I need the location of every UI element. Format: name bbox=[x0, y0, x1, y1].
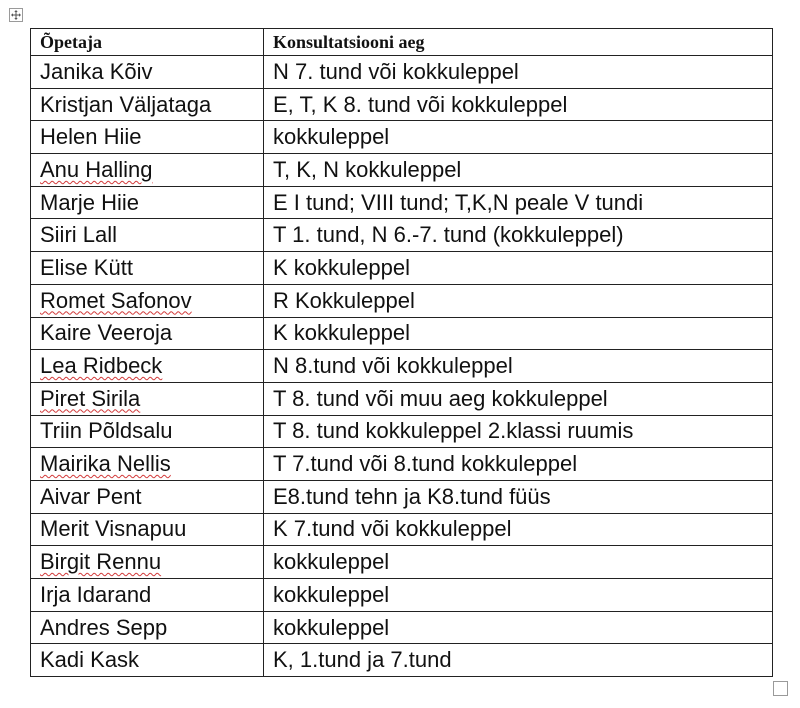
spellcheck-word: Romet Safonov bbox=[40, 287, 192, 313]
teacher-cell[interactable]: Elise Kütt bbox=[31, 252, 264, 285]
teacher-cell[interactable]: Kaire Veeroja bbox=[31, 317, 264, 350]
table-row bbox=[31, 480, 773, 513]
table-row bbox=[31, 56, 773, 89]
teacher-cell[interactable]: Aivar Pent bbox=[31, 480, 264, 513]
teacher-cell[interactable]: Siiri Lall bbox=[31, 219, 264, 252]
time-cell[interactable]: E8.tund tehn ja K8.tund füüs bbox=[264, 480, 773, 513]
table-row bbox=[31, 546, 773, 579]
time-cell[interactable]: kokkuleppel bbox=[264, 546, 773, 579]
table-row bbox=[31, 579, 773, 612]
spellcheck-word: Anu Halling bbox=[40, 156, 153, 182]
teacher-cell[interactable]: Helen Hiie bbox=[31, 121, 264, 154]
header-consultation-time: Konsultatsiooni aeg bbox=[264, 29, 773, 56]
header-teacher: Õpetaja bbox=[31, 29, 264, 56]
time-cell[interactable]: T 1. tund, N 6.-7. tund (kokkuleppel) bbox=[264, 219, 773, 252]
table-row bbox=[31, 382, 773, 415]
time-cell[interactable]: N 7. tund või kokkuleppel bbox=[264, 56, 773, 89]
time-cell[interactable]: K kokkuleppel bbox=[264, 317, 773, 350]
time-cell[interactable]: K kokkuleppel bbox=[264, 252, 773, 285]
table-row bbox=[31, 350, 773, 383]
spellcheck-word: Mairika Nellis bbox=[40, 451, 171, 477]
table-row bbox=[31, 121, 773, 154]
table-row bbox=[31, 448, 773, 481]
teacher-cell[interactable]: Triin Põldsalu bbox=[31, 415, 264, 448]
time-cell[interactable]: K, 1.tund ja 7.tund bbox=[264, 644, 773, 677]
table-row bbox=[31, 154, 773, 187]
time-cell[interactable]: T 8. tund kokkuleppel 2.klassi ruumis bbox=[264, 415, 773, 448]
teacher-cell[interactable] bbox=[31, 154, 264, 187]
table-row bbox=[31, 415, 773, 448]
table-move-handle-icon[interactable] bbox=[9, 8, 23, 22]
table-row bbox=[31, 219, 773, 252]
square-resize-icon[interactable] bbox=[773, 681, 788, 696]
consultation-table bbox=[30, 28, 773, 677]
time-cell[interactable]: N 8.tund või kokkuleppel bbox=[264, 350, 773, 383]
spellcheck-word: Piret Sirila bbox=[40, 385, 141, 411]
teacher-cell[interactable]: Irja Idarand bbox=[31, 579, 264, 612]
four-arrows-move-icon bbox=[11, 10, 21, 20]
teacher-cell[interactable] bbox=[31, 382, 264, 415]
time-cell[interactable]: T 8. tund või muu aeg kokkuleppel bbox=[264, 382, 773, 415]
table-row bbox=[31, 644, 773, 677]
time-cell[interactable]: kokkuleppel bbox=[264, 611, 773, 644]
table-row bbox=[31, 611, 773, 644]
table-row bbox=[31, 513, 773, 546]
teacher-cell[interactable] bbox=[31, 448, 264, 481]
time-cell[interactable]: T 7.tund või 8.tund kokkuleppel bbox=[264, 448, 773, 481]
table-header-row bbox=[31, 29, 773, 56]
teacher-cell[interactable]: Andres Sepp bbox=[31, 611, 264, 644]
table-row bbox=[31, 186, 773, 219]
teacher-cell[interactable]: Merit Visnapuu bbox=[31, 513, 264, 546]
teacher-cell[interactable] bbox=[31, 284, 264, 317]
time-cell[interactable]: kokkuleppel bbox=[264, 121, 773, 154]
time-cell[interactable]: E, T, K 8. tund või kokkuleppel bbox=[264, 88, 773, 121]
teacher-cell[interactable]: Kadi Kask bbox=[31, 644, 264, 677]
teacher-cell[interactable]: Kristjan Väljataga bbox=[31, 88, 264, 121]
time-cell[interactable]: kokkuleppel bbox=[264, 579, 773, 612]
teacher-cell[interactable]: Janika Kõiv bbox=[31, 56, 264, 89]
time-cell[interactable]: K 7.tund või kokkuleppel bbox=[264, 513, 773, 546]
table-row bbox=[31, 252, 773, 285]
time-cell[interactable]: T, K, N kokkuleppel bbox=[264, 154, 773, 187]
teacher-cell[interactable]: Marje Hiie bbox=[31, 186, 264, 219]
table-row bbox=[31, 88, 773, 121]
table-row bbox=[31, 317, 773, 350]
time-cell[interactable]: R Kokkuleppel bbox=[264, 284, 773, 317]
spellcheck-word: Lea Ridbeck bbox=[40, 353, 163, 379]
teacher-cell[interactable] bbox=[31, 350, 264, 383]
table-row bbox=[31, 284, 773, 317]
teacher-cell[interactable] bbox=[31, 546, 264, 579]
spellcheck-word: Birgit Rennu bbox=[40, 549, 162, 575]
time-cell[interactable]: E I tund; VIII tund; T,K,N peale V tundi bbox=[264, 186, 773, 219]
